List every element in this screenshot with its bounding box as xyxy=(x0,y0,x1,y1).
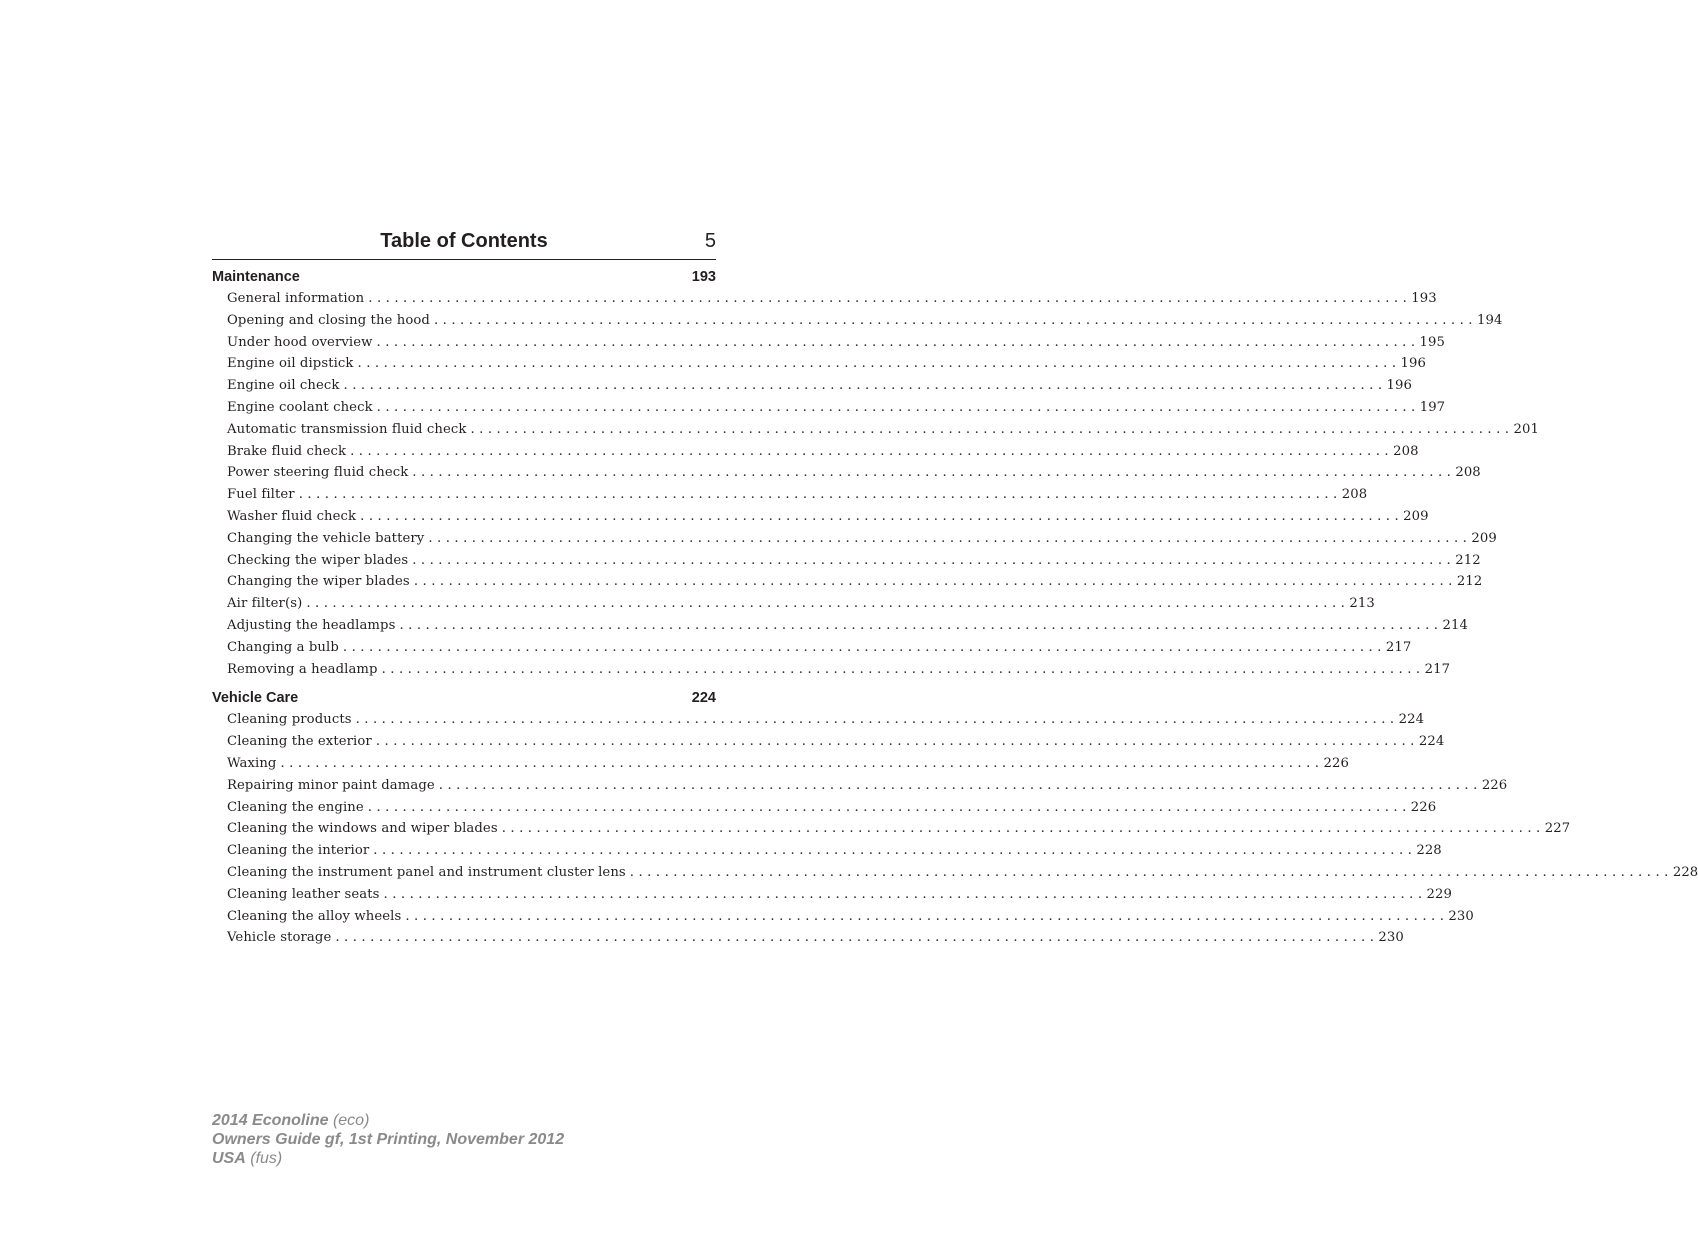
footer-market-line xyxy=(212,1149,564,1168)
section-page: 193 xyxy=(691,269,716,285)
toc-entry[interactable] xyxy=(212,288,1437,310)
entry-label: Cleaning the engine xyxy=(227,799,364,815)
entry-page: 230 xyxy=(1448,908,1474,924)
dot-leader: ........................................................................................................................ xyxy=(412,465,1456,481)
entry-label: Changing the vehicle battery xyxy=(227,530,425,546)
footer-guide: Owners Guide gf, 1st Printing, November 2012 xyxy=(212,1131,565,1148)
entry-label: Engine oil check xyxy=(227,378,340,394)
toc-entry[interactable] xyxy=(212,332,1446,354)
section-heading[interactable] xyxy=(212,687,716,709)
section-page: 224 xyxy=(691,690,716,707)
toc-entry[interactable] xyxy=(212,731,1445,753)
entry-label: Vehicle storage xyxy=(227,930,332,946)
entry-label: Changing the wiper blades xyxy=(227,574,410,590)
entry-label: Removing a headlamp xyxy=(227,661,378,677)
toc-entry[interactable] xyxy=(212,593,1375,615)
entry-page: 230 xyxy=(1378,930,1404,946)
dot-leader: ........................................................................................................................ xyxy=(342,639,1386,655)
entry-label: Under hood overview xyxy=(227,334,373,350)
entry-label: Cleaning the windows and wiper blades xyxy=(227,821,498,837)
toc-entry[interactable] xyxy=(212,484,1368,506)
dot-leader: ........................................................................................................................ xyxy=(428,530,1472,546)
toc-entry[interactable] xyxy=(212,462,1481,484)
entry-page: 208 xyxy=(1393,443,1419,459)
dot-leader: ........................................................................................................................ xyxy=(470,421,1514,437)
dot-leader: ........................................................................................................................ xyxy=(343,378,1387,394)
entry-label: Adjusting the headlamps xyxy=(227,617,396,633)
entry-page: 196 xyxy=(1386,378,1413,394)
dot-leader: ........................................................................................................................ xyxy=(367,799,1411,815)
toc-entry[interactable] xyxy=(212,375,1413,397)
toc-section-vehicle-care xyxy=(212,687,1698,949)
footer-market-code: (fus) xyxy=(250,1150,283,1167)
entry-page: 224 xyxy=(1418,734,1445,750)
entry-list xyxy=(212,709,1698,949)
toc-section-maintenance xyxy=(212,266,1539,680)
entry-label: Cleaning leather seats xyxy=(227,886,380,902)
toc-entry[interactable] xyxy=(212,927,1404,949)
dot-leader: ........................................................................................................................ xyxy=(501,821,1545,837)
entry-page: 209 xyxy=(1403,508,1429,524)
entry-page: 196 xyxy=(1400,356,1427,372)
entry-label: Cleaning the interior xyxy=(227,843,370,859)
table-of-contents xyxy=(212,266,1698,956)
entry-page: 197 xyxy=(1419,399,1446,415)
entry-label: Engine oil dipstick xyxy=(227,356,354,372)
entry-page: 213 xyxy=(1349,596,1375,612)
entry-label: Changing a bulb xyxy=(227,639,339,655)
entry-page: 226 xyxy=(1481,777,1508,793)
entry-label: Cleaning the alloy wheels xyxy=(227,908,402,924)
entry-label: General information xyxy=(227,291,365,306)
entry-page: 226 xyxy=(1323,755,1349,771)
dot-leader: ........................................................................................................................ xyxy=(629,864,1673,880)
toc-entry[interactable] xyxy=(212,615,1468,637)
toc-entry[interactable] xyxy=(212,419,1539,441)
toc-entry[interactable] xyxy=(212,906,1474,928)
dot-leader: ........................................................................................................................ xyxy=(373,843,1417,859)
section-title: Maintenance xyxy=(212,269,300,285)
toc-entry[interactable] xyxy=(212,797,1437,819)
footer-model: 2014 Econoline xyxy=(212,1112,329,1129)
entry-page: 194 xyxy=(1476,312,1503,328)
entry-label: Cleaning products xyxy=(227,712,352,728)
entry-label: Brake fluid check xyxy=(227,443,347,459)
entry-label: Air filter(s) xyxy=(227,596,303,612)
dot-leader: ........................................................................................................................ xyxy=(357,356,1401,372)
section-title: Vehicle Care xyxy=(212,690,299,707)
toc-entry[interactable] xyxy=(212,753,1349,775)
page-header xyxy=(212,229,716,260)
entry-label: Power steering fluid check xyxy=(227,465,409,481)
toc-entry[interactable] xyxy=(212,659,1451,681)
entry-page: 201 xyxy=(1513,421,1539,437)
entry-page: 229 xyxy=(1426,886,1453,902)
entry-page: 208 xyxy=(1455,465,1481,481)
dot-leader: ........................................................................................................................ xyxy=(383,886,1427,902)
dot-leader: ........................................................................................................................ xyxy=(375,734,1419,750)
dot-leader: ........................................................................................................................ xyxy=(376,399,1420,415)
dot-leader: ........................................................................................................................ xyxy=(368,291,1412,306)
entry-page: 193 xyxy=(1411,291,1437,306)
entry-label: Fuel filter xyxy=(227,487,295,503)
footer-market: USA xyxy=(212,1150,246,1167)
entry-page: 212 xyxy=(1456,574,1483,590)
toc-entry[interactable] xyxy=(212,637,1412,659)
toc-entry[interactable] xyxy=(212,884,1453,906)
section-heading[interactable] xyxy=(212,266,716,288)
dot-leader: ........................................................................................................................ xyxy=(306,596,1350,612)
entry-page: 209 xyxy=(1471,530,1497,546)
dot-leader: ........................................................................................................................ xyxy=(399,617,1443,633)
dot-leader: ........................................................................................................................ xyxy=(355,712,1399,728)
dot-leader: ........................................................................................................................ xyxy=(298,487,1342,503)
toc-entry[interactable] xyxy=(212,840,1442,862)
dot-leader: ........................................................................................................................ xyxy=(280,755,1324,771)
toc-entry[interactable] xyxy=(212,571,1483,593)
dot-leader: ........................................................................................................................ xyxy=(335,930,1379,946)
toc-entry[interactable] xyxy=(212,818,1571,840)
dot-leader: ........................................................................................................................ xyxy=(360,508,1404,524)
dot-leader: ........................................................................................................................ xyxy=(433,312,1477,328)
entry-page: 195 xyxy=(1419,334,1446,350)
page-title: Table of Contents xyxy=(380,230,548,252)
dot-leader: ........................................................................................................................ xyxy=(405,908,1449,924)
footer-model-code: (eco) xyxy=(332,1112,370,1129)
entry-page: 217 xyxy=(1385,639,1412,655)
entry-label: Waxing xyxy=(227,755,277,771)
dot-leader: ........................................................................................................................ xyxy=(376,334,1420,350)
entry-label: Cleaning the instrument panel and instrument cluster lens xyxy=(227,864,626,880)
footer-model-line xyxy=(212,1111,564,1130)
entry-list xyxy=(212,288,1539,680)
toc-entry[interactable] xyxy=(212,709,1425,731)
entry-page: 228 xyxy=(1416,843,1442,859)
dot-leader: ........................................................................................................................ xyxy=(412,552,1456,568)
toc-entry[interactable] xyxy=(212,397,1446,419)
dot-leader: ........................................................................................................................ xyxy=(413,574,1457,590)
toc-entry[interactable] xyxy=(212,441,1419,463)
entry-label: Repairing minor paint damage xyxy=(227,777,435,793)
dot-leader: ........................................................................................................................ xyxy=(438,777,1482,793)
entry-label: Washer fluid check xyxy=(227,508,357,524)
toc-entry[interactable] xyxy=(212,353,1427,375)
toc-entry[interactable] xyxy=(212,862,1698,884)
entry-page: 224 xyxy=(1398,712,1425,728)
toc-entry[interactable] xyxy=(212,310,1503,332)
toc-entry[interactable] xyxy=(212,528,1497,550)
entry-label: Automatic transmission fluid check xyxy=(227,421,467,437)
entry-page: 208 xyxy=(1341,487,1368,503)
entry-page: 217 xyxy=(1424,661,1451,677)
dot-leader: ........................................................................................................................ xyxy=(350,443,1394,459)
document-footer xyxy=(212,1111,564,1168)
entry-label: Opening and closing the hood xyxy=(227,312,430,328)
entry-label: Checking the wiper blades xyxy=(227,552,409,568)
entry-page: 227 xyxy=(1544,821,1571,837)
toc-entry[interactable] xyxy=(212,550,1481,572)
entry-label: Cleaning the exterior xyxy=(227,734,372,750)
toc-entry[interactable] xyxy=(212,775,1508,797)
entry-page: 228 xyxy=(1672,864,1698,880)
dot-leader: ........................................................................................................................ xyxy=(381,661,1425,677)
toc-entry[interactable] xyxy=(212,506,1429,528)
entry-label: Engine coolant check xyxy=(227,399,373,415)
entry-page: 226 xyxy=(1410,799,1437,815)
entry-page: 214 xyxy=(1442,617,1468,633)
entry-page: 212 xyxy=(1455,552,1481,568)
page-number: 5 xyxy=(704,230,716,252)
